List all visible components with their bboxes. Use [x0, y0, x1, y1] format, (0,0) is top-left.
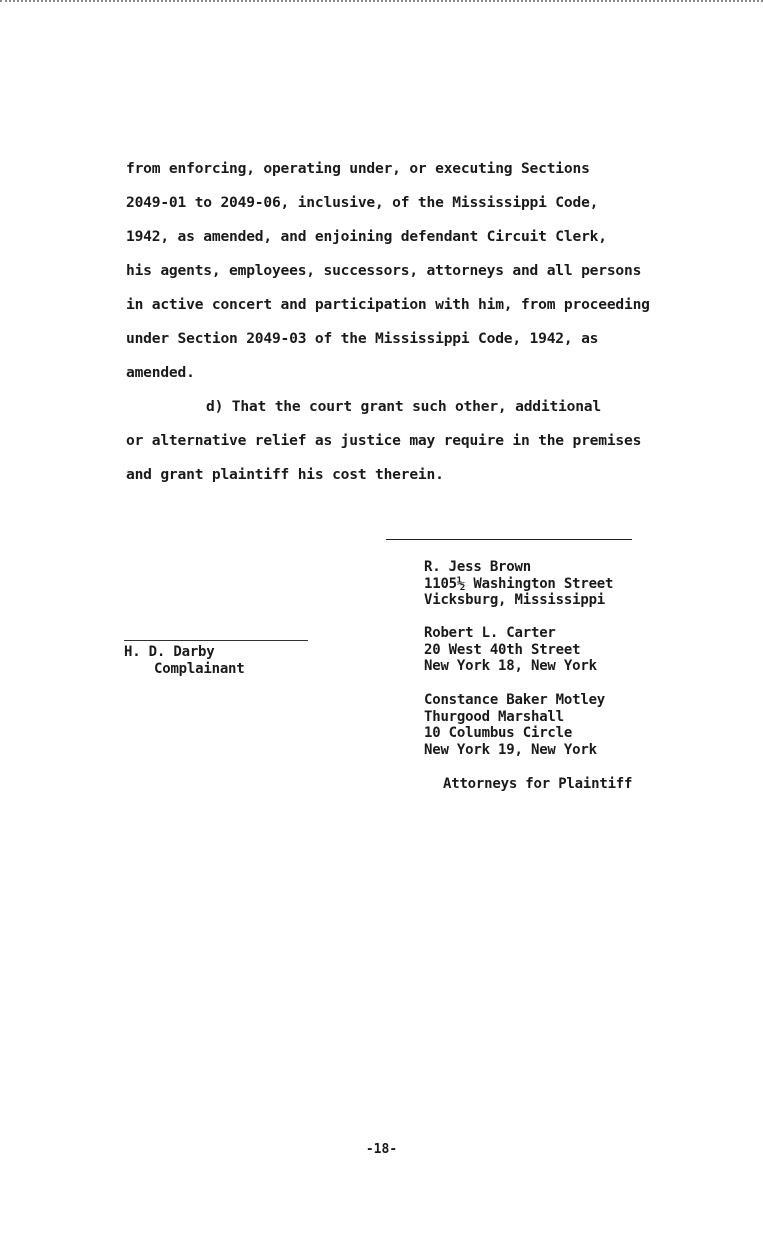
complainant-role: Complainant [154, 660, 245, 677]
complainant-signature-line [124, 640, 308, 641]
complainant-name: H. D. Darby [124, 644, 215, 660]
attorney-name: Robert L. Carter [424, 625, 556, 641]
paragraph-d-line: and grant plaintiff his cost therein. [126, 466, 444, 483]
attorney-city: Vicksburg, Mississippi [424, 592, 606, 608]
attorneys-for-plaintiff-label: Attorneys for Plaintiff [443, 776, 633, 792]
attorney-city: New York 19, New York [424, 741, 597, 758]
complainant-block [124, 644, 245, 677]
body-line: in active concert and participation with him, from proceeding [126, 296, 650, 313]
page-number: -18- [365, 1142, 398, 1157]
attorney-signature-line [386, 539, 632, 540]
attorney-address: 20 West 40th Street [424, 641, 581, 658]
attorney-name: Constance Baker Motley [424, 692, 606, 708]
page-top-dotted-border [0, 0, 763, 2]
paragraph-d-line: or alternative relief as justice may require in the premises [126, 432, 642, 449]
document-body [126, 152, 686, 492]
body-line: amended. [126, 364, 195, 381]
attorney-name: Thurgood Marshall [424, 708, 564, 725]
body-line: 1942, as amended, and enjoining defendant Circuit Clerk, [126, 228, 607, 245]
attorney-address: 1105½ Washington Street [424, 575, 614, 592]
attorney-block-carter [424, 625, 597, 675]
body-line: from enforcing, operating under, or executing Sections [126, 160, 590, 177]
body-line: under Section 2049-03 of the Mississippi Code, 1942, as [126, 330, 599, 347]
attorney-block-motley-marshall [424, 692, 605, 758]
body-line: his agents, employees, successors, attorneys and all persons [126, 262, 642, 279]
attorney-name: R. Jess Brown [424, 559, 531, 575]
attorney-city: New York 18, New York [424, 658, 597, 674]
attorney-address: 10 Columbus Circle [424, 725, 573, 741]
body-line: 2049-01 to 2049-06, inclusive, of the Mississippi Code, [126, 194, 599, 211]
attorney-block-brown [424, 559, 613, 609]
paragraph-d-line: d) That the court grant such other, additional [206, 398, 601, 415]
